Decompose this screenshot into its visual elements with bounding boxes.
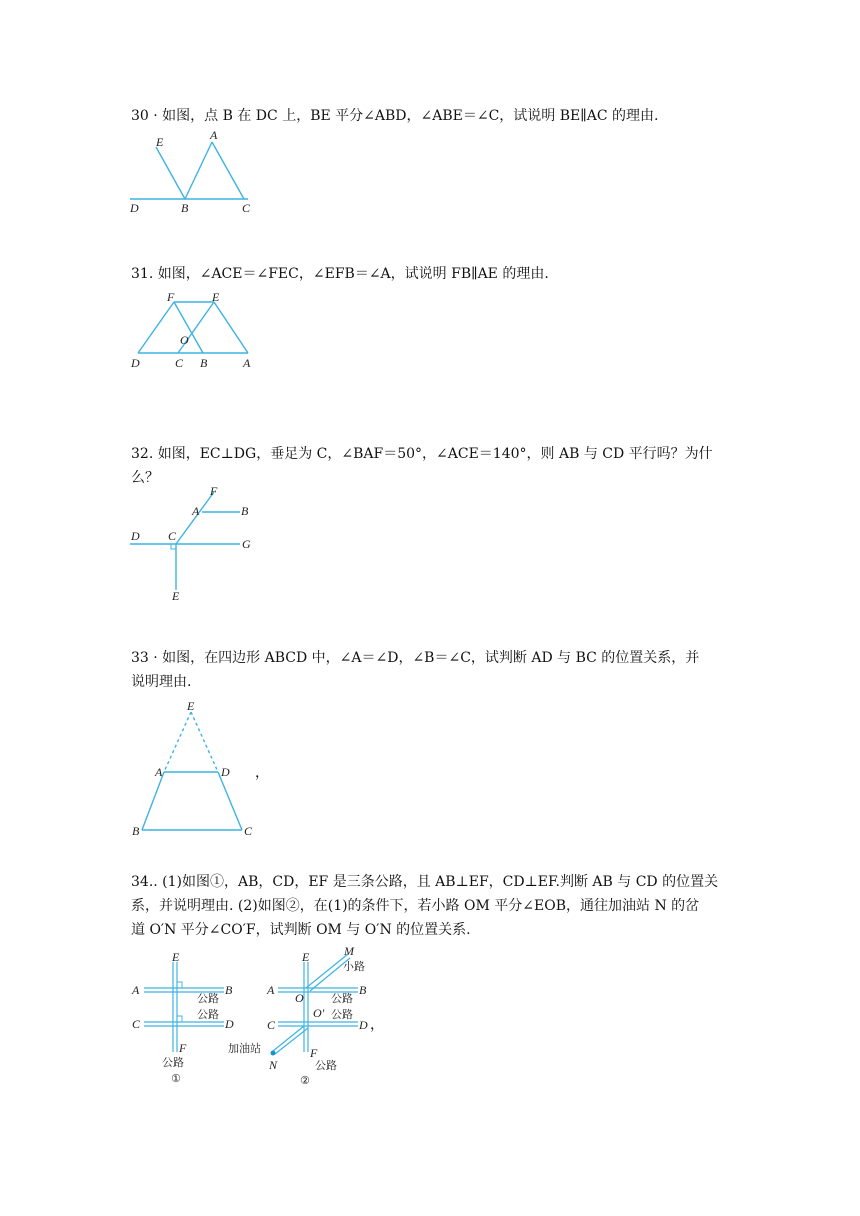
label-D: D (131, 356, 140, 370)
fig1-label-B: B (225, 983, 233, 997)
fig2-label-B: B (359, 983, 367, 997)
label-E: E (212, 290, 220, 304)
trailing-comma-q33: ， (255, 765, 269, 781)
label-B: B (181, 201, 189, 215)
fig1-label-F: F (179, 1041, 187, 1055)
fig1-label-D: D (225, 1017, 234, 1031)
fig2-road-ef: 公路 (315, 1059, 337, 1072)
fig2-caption: ② (300, 1074, 310, 1087)
fig1-road-cd: 公路 (197, 1008, 219, 1021)
figure-q33 (128, 698, 263, 847)
question-33-line2: 说明理由. (131, 674, 192, 690)
label-B: B (200, 356, 208, 370)
fig2-label-M: M (344, 944, 354, 958)
trailing-comma-q34: ， (370, 1017, 384, 1033)
fig1-road-ef: 公路 (162, 1056, 184, 1069)
label-E: E (172, 589, 180, 603)
label-D: D (130, 201, 139, 215)
label-B: B (241, 504, 249, 518)
fig2-path-label: 小路 (343, 960, 365, 973)
fig1-label-C: C (132, 1017, 141, 1031)
fig2-road-cd: 公路 (331, 1008, 353, 1021)
fig2-label-O2: O′ (313, 1006, 325, 1020)
fig2-label-N: N (269, 1058, 278, 1072)
label-A: A (155, 765, 163, 779)
question-33-line1: 33 · 如图，在四边形 ABCD 中，∠A＝∠D，∠B＝∠C，试判断 AD 与 BC 的位置关系，并 (131, 650, 700, 666)
label-O: O (180, 333, 189, 347)
figure-q32 (128, 484, 263, 608)
label-A: A (210, 130, 218, 142)
fig2-label-D: D (359, 1018, 368, 1032)
label-D: D (221, 765, 230, 779)
fig2-label-F: F (310, 1046, 318, 1060)
question-31-text: 31. 如图，∠ACE＝∠FEC，∠EFB＝∠A，试说明 FB∥AE 的理由. (131, 266, 549, 282)
label-F: F (210, 484, 218, 498)
fig2-label-O: O (295, 991, 304, 1005)
fig1-road-ab: 公路 (197, 992, 219, 1005)
fig2-label-E: E (302, 950, 310, 964)
label-F: F (167, 290, 175, 304)
label-E: E (187, 699, 195, 713)
label-B: B (132, 824, 140, 838)
fig2-station-label: 加油站 (228, 1042, 261, 1055)
question-30-text: 30 · 如图，点 B 在 DC 上，BE 平分∠ABD，∠ABE＝∠C，试说明 BE∥AC 的理由. (131, 108, 659, 124)
label-E: E (156, 135, 164, 149)
figure-q34-2 (222, 944, 372, 1092)
question-34-line1: 34.. (1)如图①，AB，CD，EF 是三条公路，且 AB⊥EF，CD⊥EF.判断 AB 与 CD 的位置关 (131, 874, 719, 890)
figure-q30 (128, 130, 258, 219)
gas-station-marker (271, 1051, 276, 1056)
label-C: C (175, 356, 184, 370)
fig2-road-ab: 公路 (331, 992, 353, 1005)
fig1-label-A: A (132, 983, 140, 997)
fig2-label-A: A (267, 983, 275, 997)
label-C: C (242, 201, 251, 215)
question-34-line3: 道 O′N 平分∠CO′F，试判断 OM 与 O′N 的位置关系. (131, 922, 471, 938)
label-D: D (131, 529, 140, 543)
fig2-label-C: C (267, 1018, 276, 1032)
label-G: G (242, 537, 251, 551)
question-32-line1: 32. 如图，EC⊥DG，垂足为 C，∠BAF＝50°，∠ACE＝140°，则 AB 与 CD 平行吗？为什 (131, 446, 713, 462)
question-32-line2: 么？ (131, 470, 159, 486)
figure-q31 (128, 288, 258, 377)
label-A: A (192, 504, 200, 518)
question-34-line2: 系，并说明理由. (2)如图②，在(1)的条件下，若小路 OM 平分∠EOB，通往加油站 N 的岔 (131, 898, 700, 914)
label-C: C (244, 824, 253, 838)
fig1-caption: ① (171, 1072, 181, 1085)
label-A: A (243, 356, 251, 370)
fig1-label-E: E (172, 950, 180, 964)
label-C: C (168, 529, 177, 543)
